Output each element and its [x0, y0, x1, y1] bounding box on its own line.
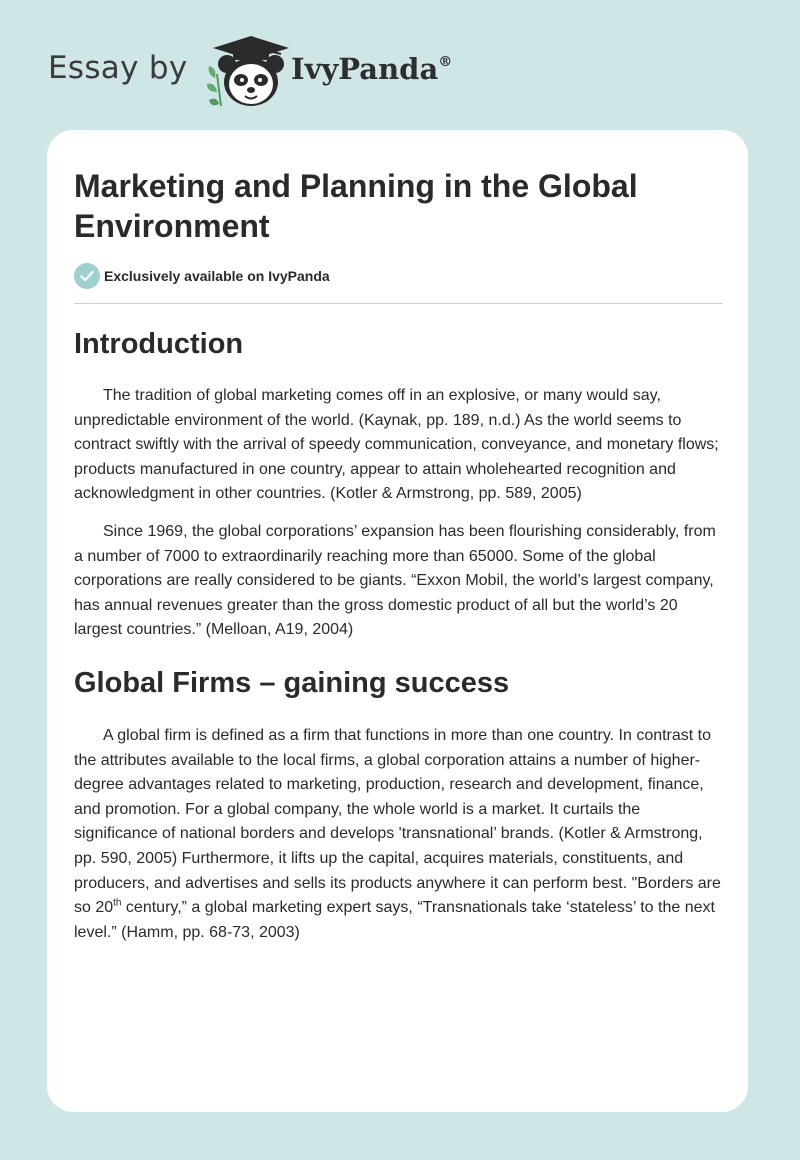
- exclusive-label: Exclusively available on IvyPanda: [104, 268, 330, 284]
- article-body: [74, 326, 724, 945]
- divider: [74, 303, 723, 304]
- paragraph: [74, 724, 724, 945]
- checkmark-icon: [74, 263, 100, 289]
- section-heading-introduction: Introduction: [74, 328, 244, 360]
- panda-logo-icon[interactable]: [203, 34, 295, 110]
- registered-mark: ®: [438, 54, 453, 70]
- article-title: Marketing and Planning in the Global Environment: [74, 168, 638, 244]
- paragraph: The tradition of global marketing comes off in an explosive, or many would say, unpredictable environment of the world. (Kaynak, pp. 189, n.d.) As the world seems to contract swiftly with the arrival of speedy communication, conveyance, and monetary flows; products manufactured in one country, appear to attain wholehearted recognition and acknowledgment in other countries. (Kotler & Armstrong, pp. 589, 2005): [74, 387, 719, 503]
- exclusive-badge: [74, 263, 330, 289]
- article-card: [47, 130, 748, 1112]
- paragraph-text: century,” a global marketing expert says, “Transnationals take ‘stateless’ to the next level.” (Hamm, pp. 68-73, 2003): [74, 899, 715, 941]
- essay-by-label: Essay by: [48, 50, 188, 86]
- section-heading-global-firms: Global Firms – gaining success: [74, 666, 510, 699]
- brand-name[interactable]: IvyPanda®: [291, 52, 453, 86]
- paragraph: Since 1969, the global corporations’ expansion has been flourishing considerably, from a number of 7000 to extraordinarily reaching more than 65000. Some of the global corporations are really considered to be giants. “Exxon Mobil, the world’s largest company, has annual revenues greater than the gross domestic product of all but the world’s 20 largest countries.” (Melloan, A19, 2004): [74, 522, 716, 639]
- paragraph-text: A global firm is defined as a firm that functions in more than one country. In contrast to the attributes available to the local firms, a global corporation attains a number of higher-degree advantages related to marketing, production, research and development, finance, and promotion. For a global company, the whole world is a market. It curtails the significance of national borders and develops 'transnational’ brands. (Kotler & Armstrong, pp. 590, 2005) Furthermore, it lifts up the capital, acquires materials, constituents, and producers, and advertises and sells its products anywhere it can perform best. "Borders are so 20: [74, 726, 721, 917]
- superscript: th: [113, 897, 122, 909]
- site-header: [48, 30, 568, 110]
